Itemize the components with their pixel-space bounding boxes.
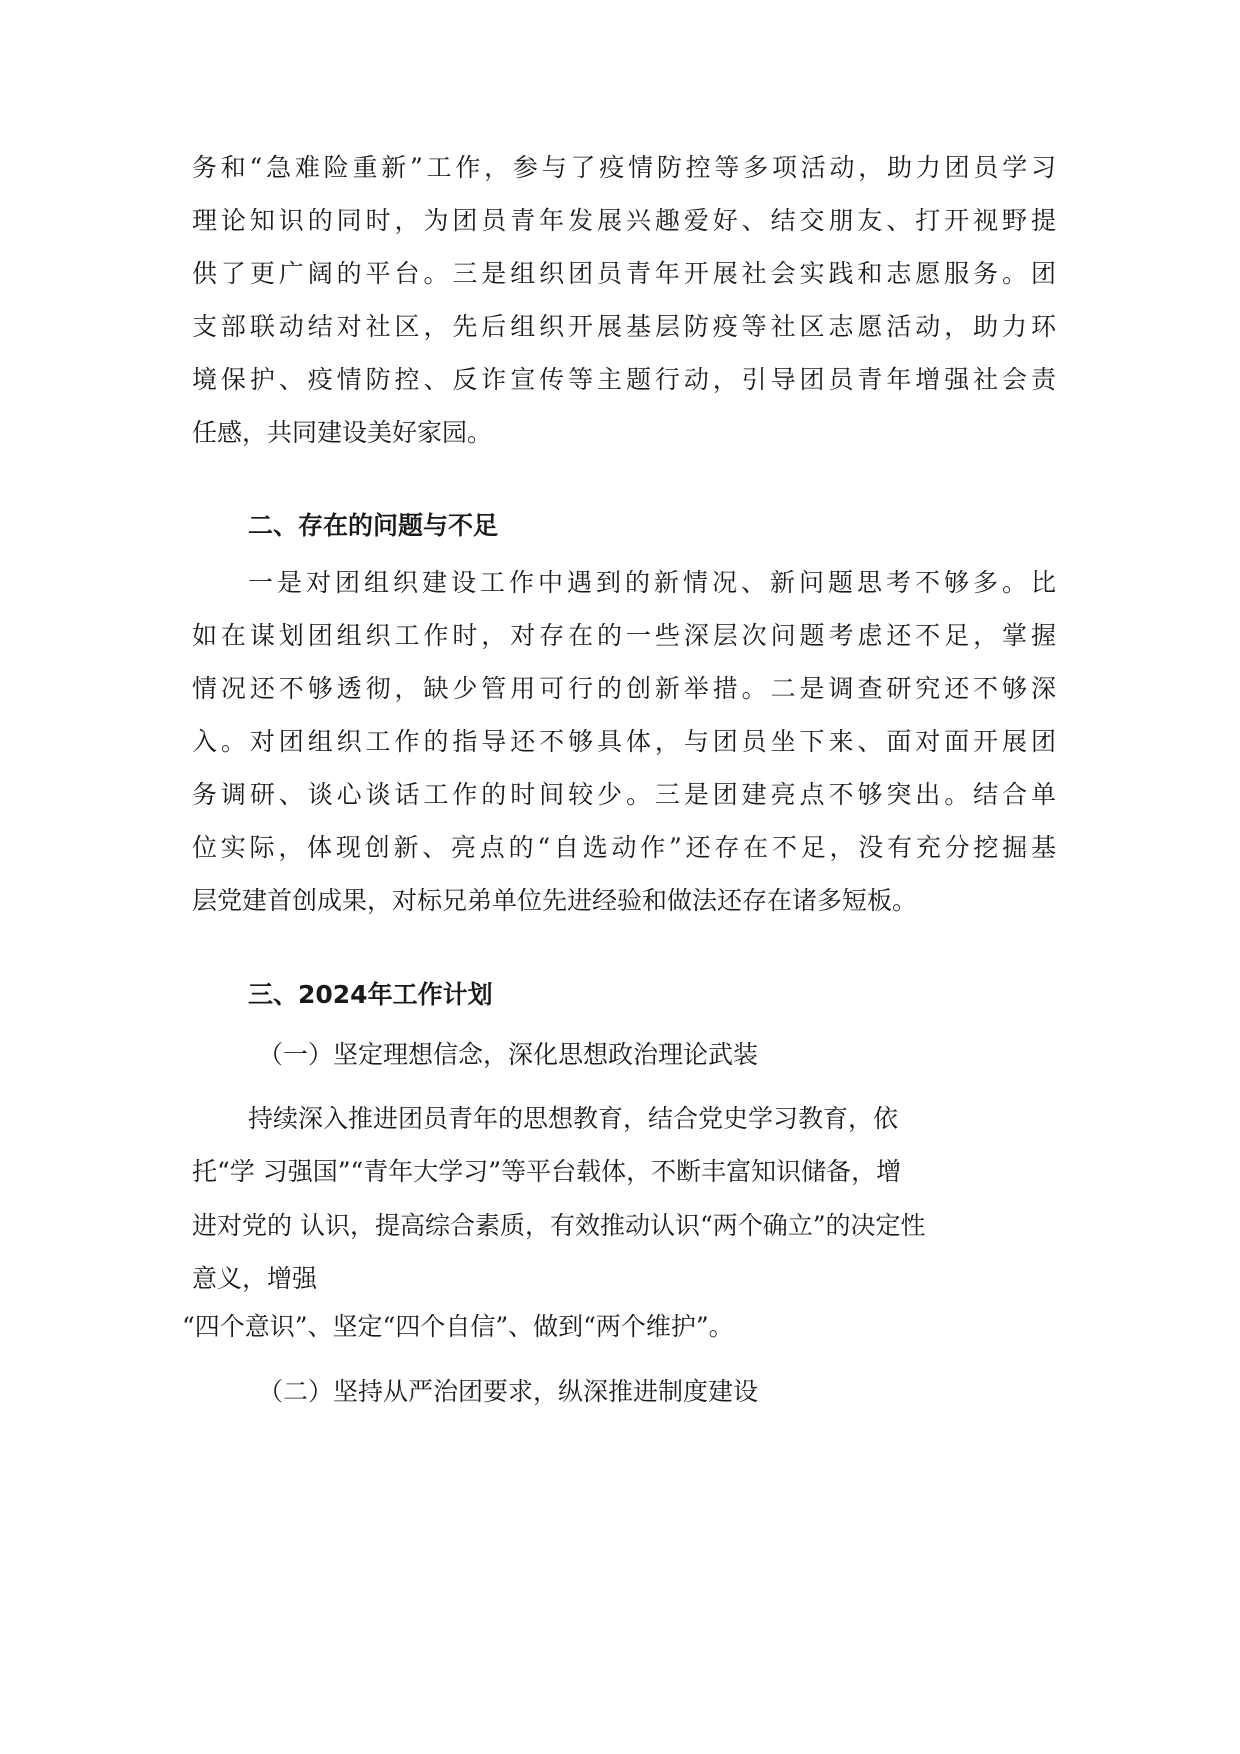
paragraph-line: 入。对团组织工作的指导还不够具体，与团员坐下来、面对面开展团	[192, 727, 1056, 756]
paragraph-line: 任感，共同建设美好家园。	[192, 418, 493, 447]
paragraph-line: 意义，增强	[192, 1264, 318, 1293]
paragraph-line: 务和“急难险重新”工作，参与了疫情防控等多项活动，助力团员学习	[192, 153, 1056, 182]
paragraph-line: 进对党的 认识，提高综合素质，有效推动认识“两个确立”的决定性	[192, 1211, 926, 1240]
paragraph-line: 务调研、谈心谈话工作的时间较少。三是团建亮点不够突出。结合单	[192, 780, 1056, 809]
paragraph-line: 情况还不够透彻，缺少管用可行的创新举措。二是调查研究还不够深	[192, 674, 1056, 703]
section-heading-problems: 二、存在的问题与不足	[248, 511, 499, 540]
paragraph-line: 理论知识的同时，为团员青年发展兴趣爱好、结交朋友、打开视野提	[192, 206, 1056, 235]
section-heading-plan: 三、2024年工作计划	[248, 980, 493, 1009]
subsection-heading-1: （一）坚定理想信念，深化思想政治理论武装	[258, 1040, 759, 1069]
paragraph-line: 境保护、疫情防控、反诈宣传等主题行动，引导团员青年增强社会责	[192, 365, 1056, 394]
paragraph-line: 层党建首创成果，对标兄弟单位先进经验和做法还存在诸多短板。	[192, 886, 918, 915]
paragraph-line: 位实际，体现创新、亮点的“自选动作”还存在不足，没有充分挖掘基	[192, 833, 1056, 862]
subsection-heading-2: （二）坚持从严治团要求，纵深推进制度建设	[258, 1377, 759, 1406]
paragraph-line: 供了更广阔的平台。三是组织团员青年开展社会实践和志愿服务。团	[192, 259, 1056, 288]
paragraph-line: 如在谋划团组织工作时，对存在的一些深层次问题考虑还不足，掌握	[192, 621, 1056, 650]
paragraph-line: 托“学 习强国”“青年大学习”等平台载体，不断丰富知识储备，增	[192, 1157, 902, 1186]
paragraph-line: 一是对团组织建设工作中遇到的新情况、新问题思考不够多。比	[248, 568, 1056, 597]
paragraph-line: 支部联动结对社区，先后组织开展基层防疫等社区志愿活动，助力环	[192, 312, 1056, 341]
paragraph-line: 持续深入推进团员青年的思想教育，结合党史学习教育，依	[248, 1104, 899, 1133]
paragraph-line: “四个意识”、坚定“四个自信”、做到“两个维护”。	[182, 1312, 734, 1341]
